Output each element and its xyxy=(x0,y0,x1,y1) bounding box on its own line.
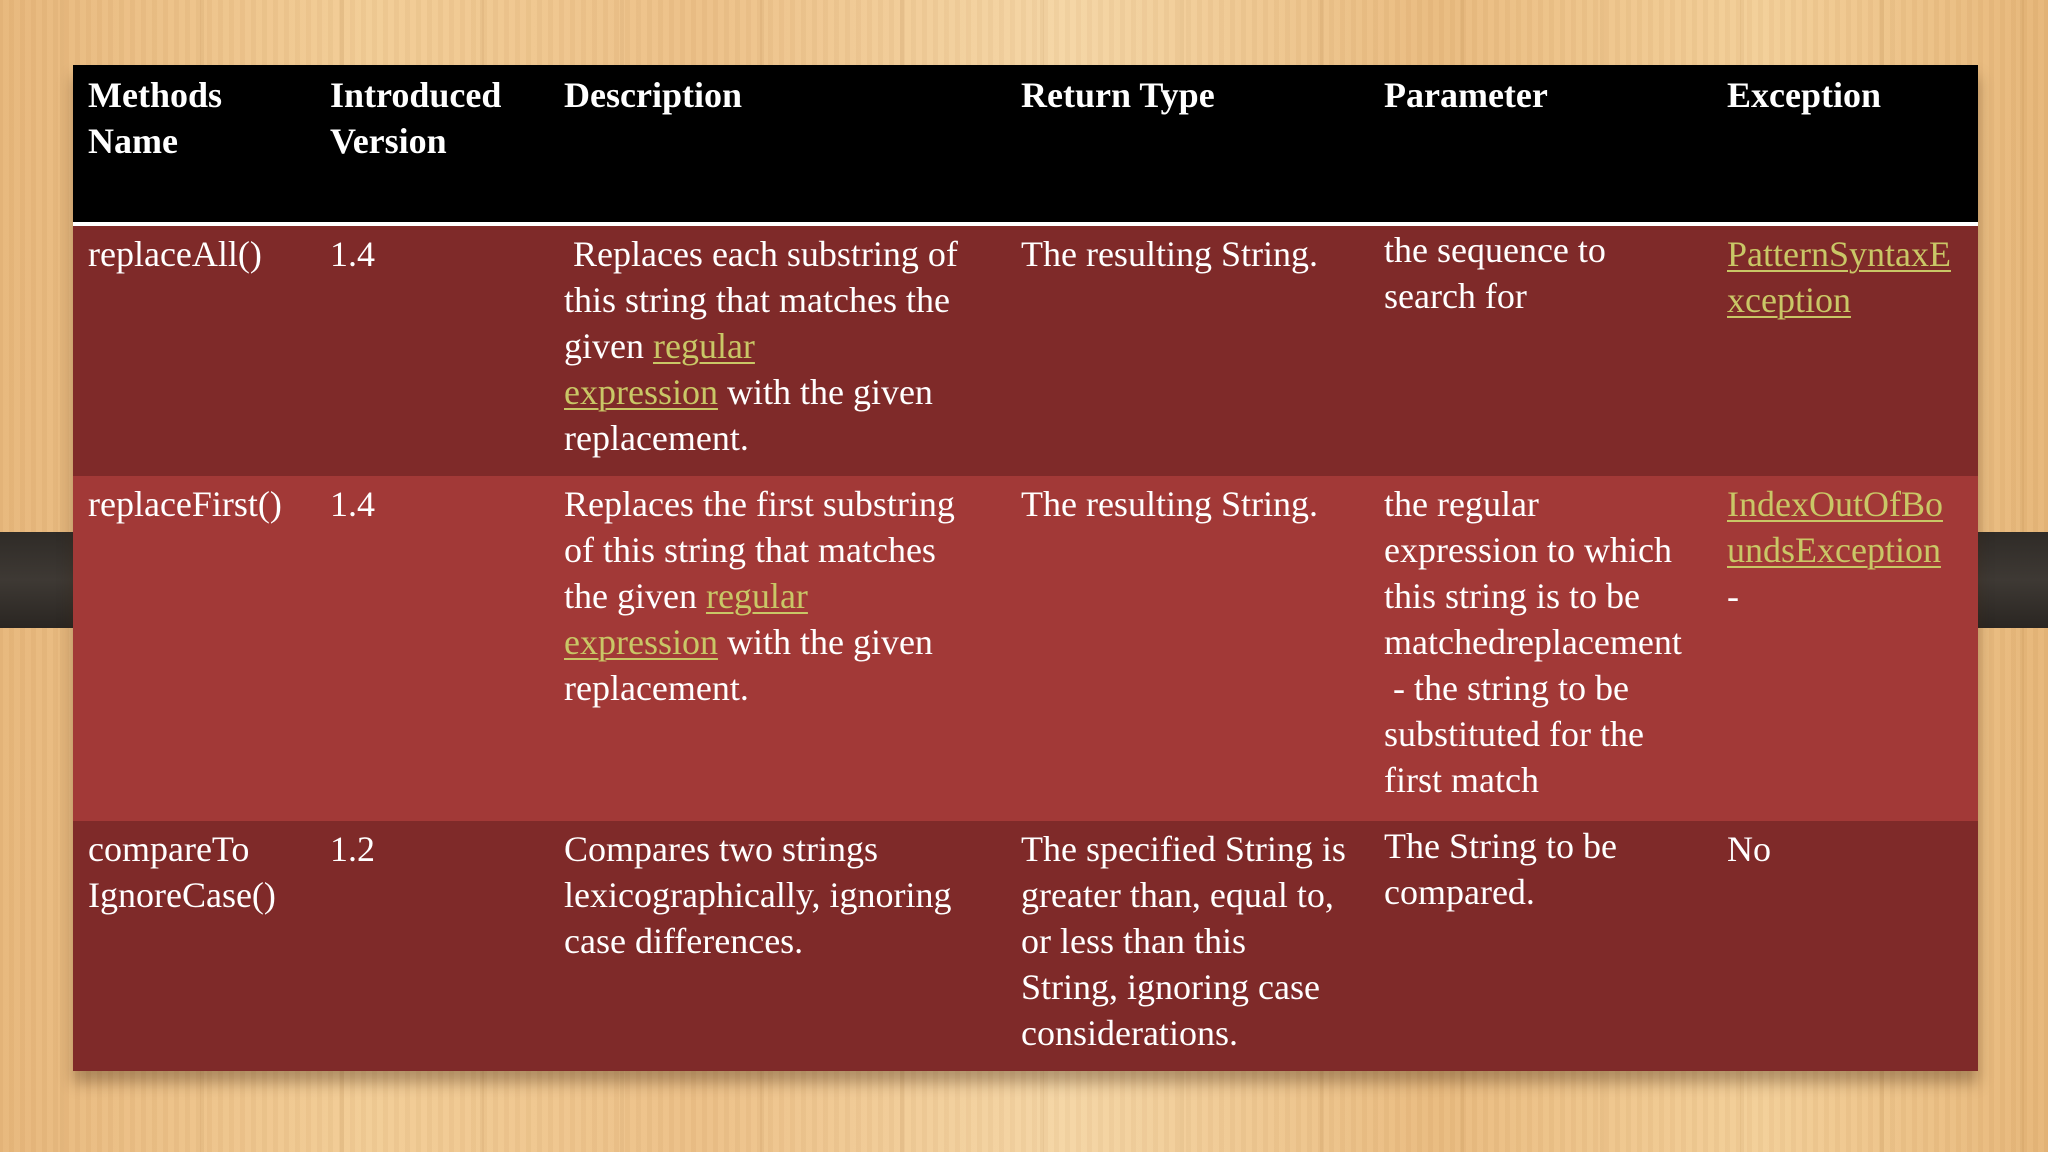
string-methods-table xyxy=(73,65,1978,1071)
header-exception: Exception xyxy=(1727,75,1882,115)
parameter-text: substituted for the xyxy=(1384,714,1644,754)
parameter-text: compared. xyxy=(1384,872,1535,912)
table-row xyxy=(73,226,1978,476)
return-type-text: The resulting String. xyxy=(1021,234,1318,274)
parameter-text: the sequence to xyxy=(1384,230,1606,270)
exception-text: No xyxy=(1727,829,1771,869)
header-methods-name xyxy=(88,72,318,164)
description-line: Replaces the first substring xyxy=(564,484,955,524)
description-text: the given xyxy=(564,576,706,616)
table-row xyxy=(73,821,1978,1071)
parameter-cell xyxy=(1384,481,1714,803)
return-type-text: String, ignoring case xyxy=(1021,967,1320,1007)
return-type-text: The resulting String. xyxy=(1021,484,1318,524)
description-line: this string that matches the xyxy=(564,280,950,320)
regular-expression-link[interactable]: expression xyxy=(564,372,718,412)
regular-expression-link[interactable]: regular xyxy=(705,576,808,616)
parameter-text: - the string to be xyxy=(1384,668,1629,708)
header-introduced-version xyxy=(330,72,550,164)
parameter-text: the regular xyxy=(1384,484,1539,524)
method-name-cell xyxy=(88,231,318,277)
parameter-text: matchedreplacement xyxy=(1384,622,1682,662)
return-type-cell xyxy=(1021,481,1361,527)
description-line: replacement. xyxy=(564,418,749,458)
parameter-text: The String to be xyxy=(1384,826,1617,866)
parameter-text: expression to which xyxy=(1384,530,1672,570)
description-cell xyxy=(564,231,994,461)
header-methods-name-line1: Methods xyxy=(88,75,222,115)
description-line: of this string that matches xyxy=(564,530,936,570)
description-text: with the given xyxy=(717,372,933,412)
header-version-line2: Version xyxy=(330,121,447,161)
method-name: replaceAll() xyxy=(88,234,262,274)
table-row xyxy=(73,476,1978,821)
pattern-syntax-exception-link[interactable]: PatternSyntaxE xyxy=(1727,234,1951,274)
method-name: IgnoreCase() xyxy=(88,875,276,915)
pattern-syntax-exception-link[interactable]: xception xyxy=(1727,280,1851,320)
parameter-text: search for xyxy=(1384,276,1527,316)
description-line: replacement. xyxy=(564,668,749,708)
description-line: Compares two strings xyxy=(564,829,878,869)
exception-cell xyxy=(1727,481,1972,619)
return-type-cell xyxy=(1021,231,1361,277)
parameter-text: first match xyxy=(1384,760,1539,800)
return-type-text: The specified String is xyxy=(1021,829,1346,869)
parameter-cell xyxy=(1384,227,1714,319)
method-name-cell xyxy=(88,481,318,527)
description-text: with the given xyxy=(717,622,933,662)
parameter-cell xyxy=(1384,823,1714,915)
version-cell: 1.2 xyxy=(330,829,375,869)
header-description: Description xyxy=(564,75,742,115)
description-line: case differences. xyxy=(564,921,804,961)
background-dark-band-right xyxy=(1978,532,2048,628)
exception-cell xyxy=(1727,231,1972,323)
version-cell: 1.4 xyxy=(330,484,375,524)
method-name-cell xyxy=(88,826,318,918)
description-cell xyxy=(564,481,994,711)
parameter-text: this string is to be xyxy=(1384,576,1641,616)
table-header-row xyxy=(73,65,1978,226)
description-cell xyxy=(564,826,994,964)
header-version-line1: Introduced xyxy=(330,75,502,115)
regular-expression-link[interactable]: expression xyxy=(564,622,718,662)
return-type-text: or less than this xyxy=(1021,921,1246,961)
return-type-text: considerations. xyxy=(1021,1013,1238,1053)
exception-cell xyxy=(1727,826,1972,872)
exception-dash: - xyxy=(1727,576,1739,616)
index-out-of-bounds-exception-link[interactable]: undsException xyxy=(1727,530,1941,570)
background-dark-band-left xyxy=(0,532,74,628)
description-line: Replaces each substring of xyxy=(564,234,958,274)
method-name: compareTo xyxy=(88,829,250,869)
return-type-cell xyxy=(1021,826,1361,1056)
header-methods-name-line2: Name xyxy=(88,121,178,161)
index-out-of-bounds-exception-link[interactable]: IndexOutOfBo xyxy=(1727,484,1943,524)
method-name: replaceFirst() xyxy=(88,484,282,524)
return-type-text: greater than, equal to, xyxy=(1021,875,1334,915)
description-line: lexicographically, ignoring xyxy=(564,875,952,915)
description-text: given xyxy=(564,326,653,366)
regular-expression-link[interactable]: regular xyxy=(652,326,755,366)
version-cell: 1.4 xyxy=(330,234,375,274)
header-parameter: Parameter xyxy=(1384,75,1548,115)
header-return-type: Return Type xyxy=(1021,75,1215,115)
